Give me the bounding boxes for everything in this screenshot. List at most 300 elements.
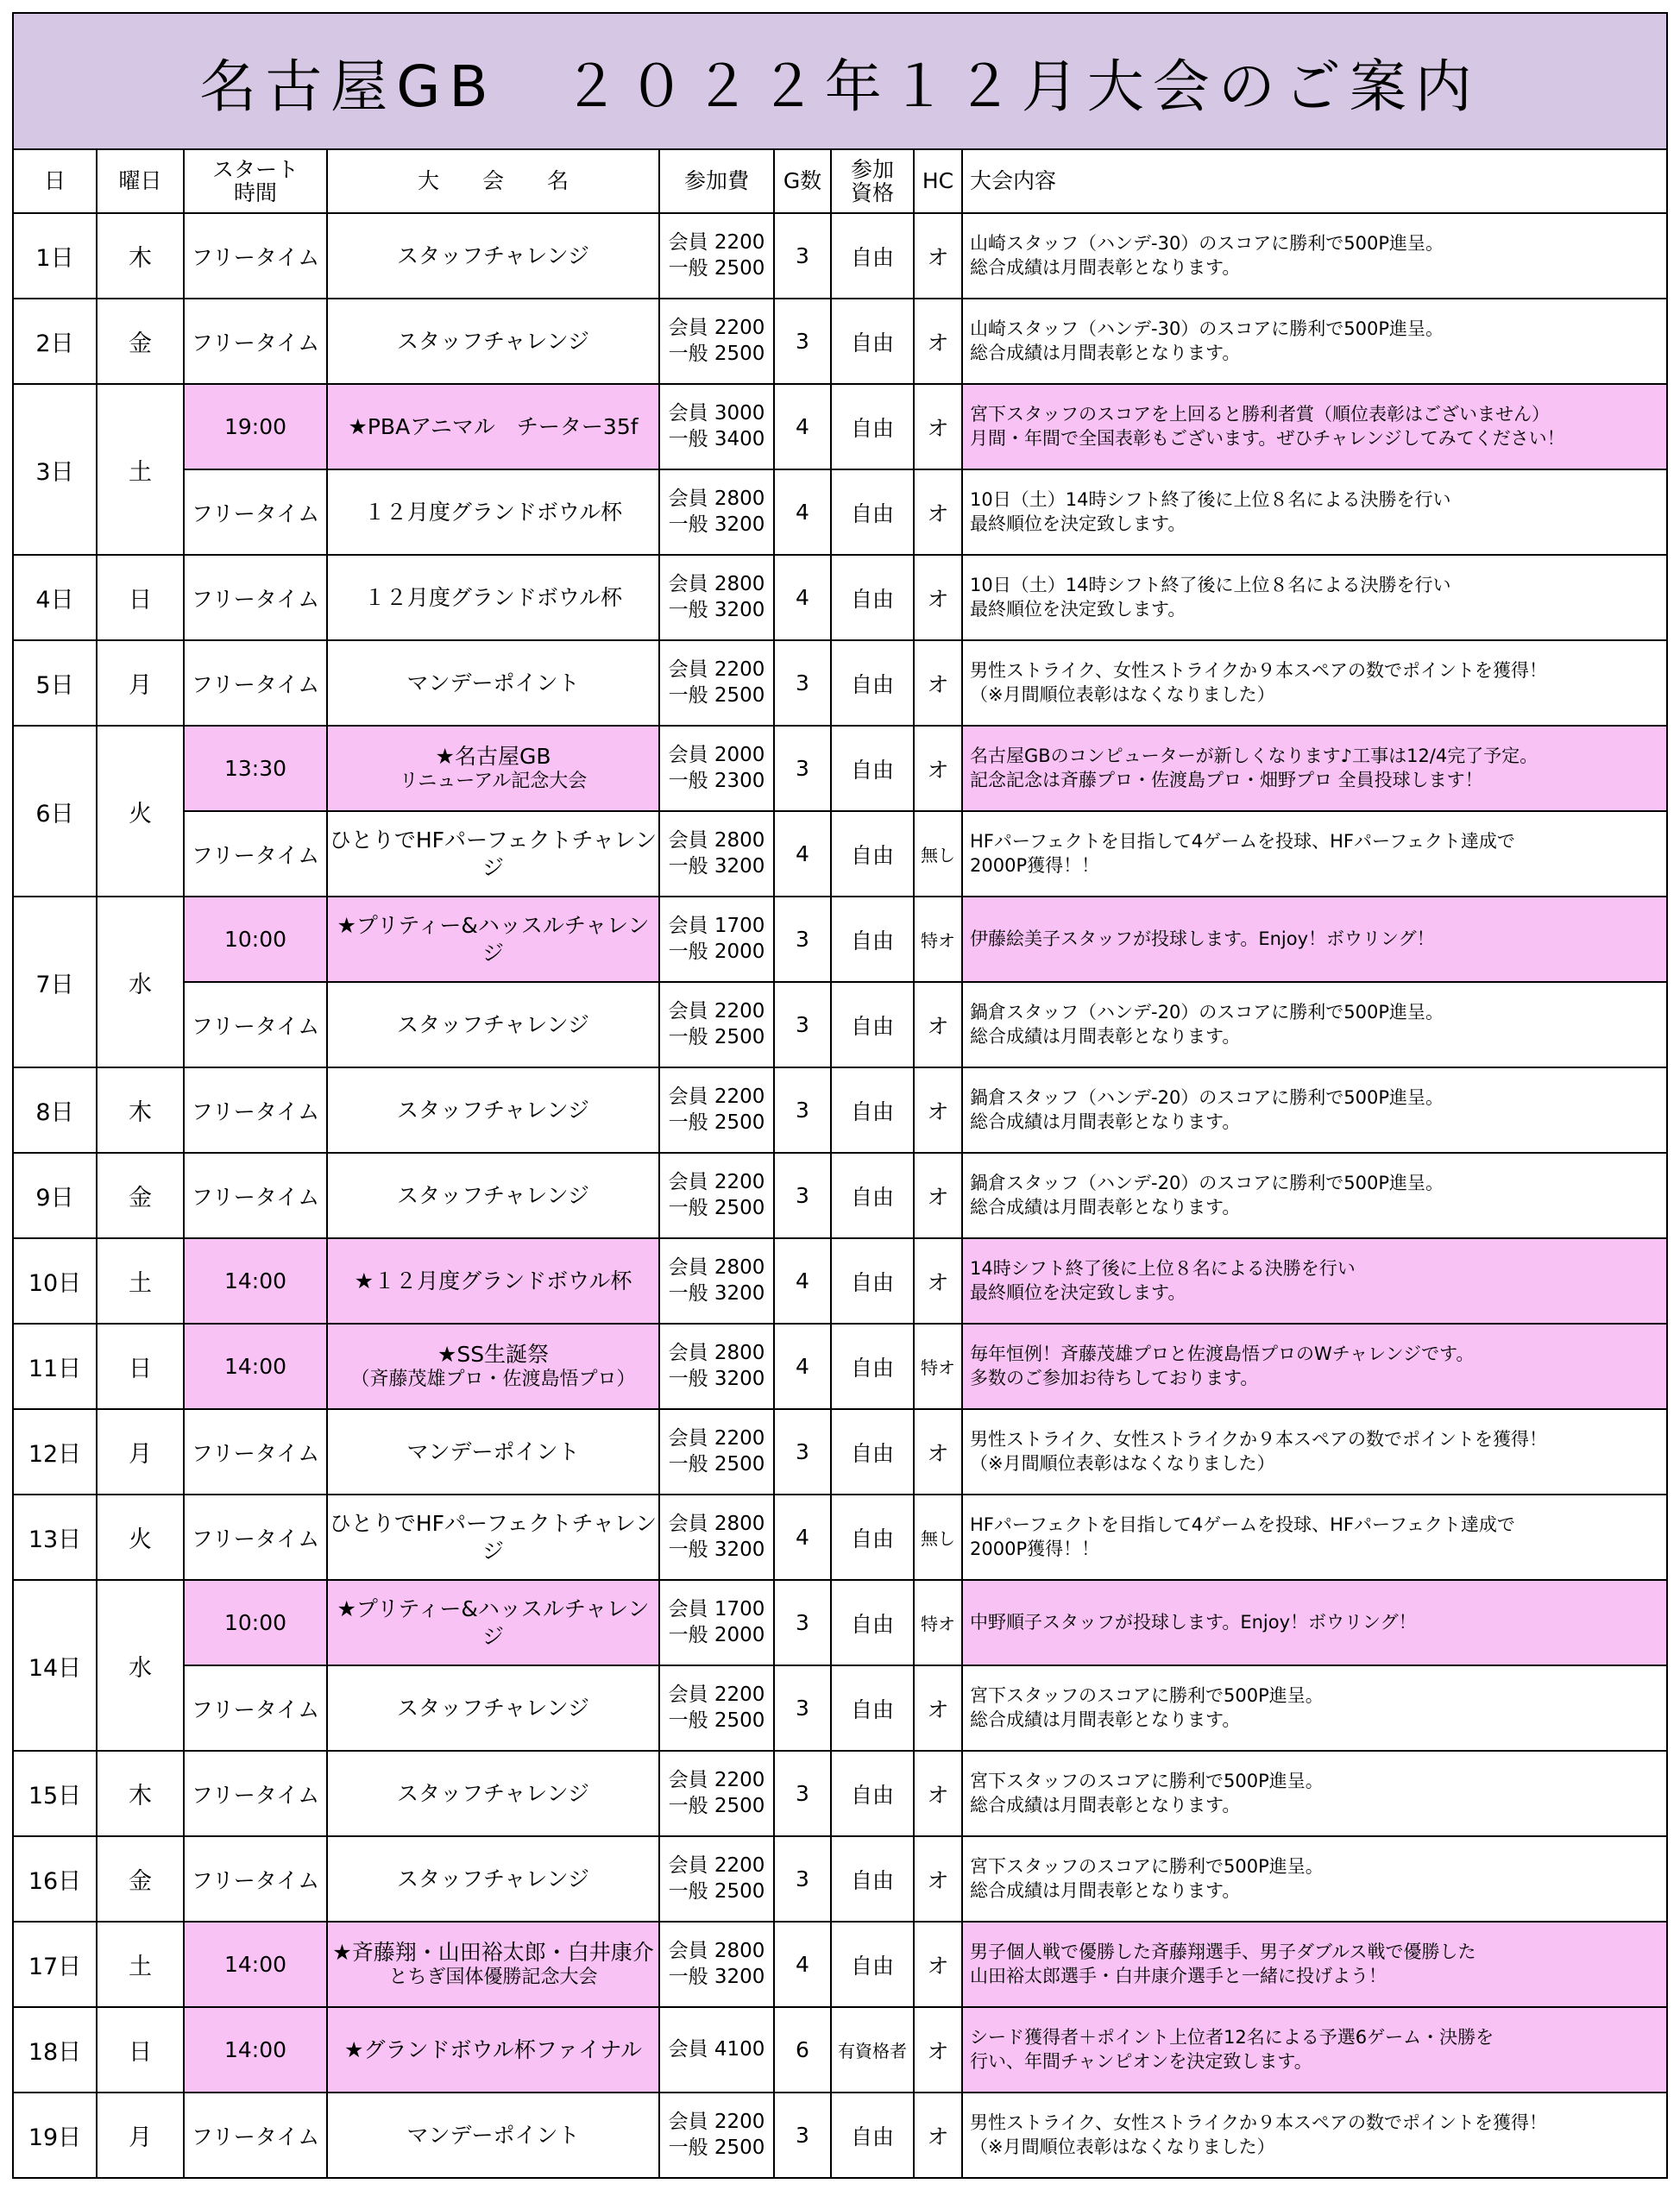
content-cell — [962, 1665, 1666, 1751]
content-line: 10日（土）14時シフト終了後に上位８名による決勝を行い — [970, 488, 1451, 510]
qualification-cell: 自由 — [831, 1409, 914, 1495]
fee-cell — [659, 555, 774, 640]
content-line: 最終順位を決定致します。 — [970, 1281, 1186, 1303]
weekday-cell: 水 — [97, 1580, 184, 1751]
qualification-cell: 自由 — [831, 213, 914, 299]
fee-line: 会員 2800 — [668, 572, 765, 595]
content-line: 鍋倉スタッフ（ハンデ-20）のスコアに勝利で500P進呈。 — [970, 1172, 1444, 1193]
header-qual-line1: 参加 — [850, 156, 894, 182]
header-qual-line2: 資格 — [850, 180, 894, 205]
fee-line: 一般 3200 — [668, 598, 765, 621]
games-cell: 3 — [774, 1836, 831, 1922]
table-row — [14, 1409, 1666, 1495]
content-line: HFパーフェクトを目指して4ゲームを投球、HFパーフェクト達成で — [970, 1514, 1515, 1535]
event-name-cell — [327, 1751, 659, 1836]
fee-line: 一般 2500 — [668, 1025, 765, 1048]
games-cell: 3 — [774, 213, 831, 299]
weekday-cell: 土 — [97, 384, 184, 555]
event-name-line: ★名古屋GB — [435, 744, 551, 770]
games-cell: 4 — [774, 1922, 831, 2007]
content-line: （※月間順位表彰はなくなりました） — [970, 683, 1275, 705]
fee-line: 一般 3200 — [668, 1538, 765, 1561]
content-line: 男性ストライク、女性ストライクか９本スペアの数でポイントを獲得！ — [970, 2111, 1548, 2133]
hc-cell: オ — [914, 1665, 962, 1751]
content-line: 記念記念は斉藤プロ・佐渡島プロ・畑野プロ 全員投球します！ — [970, 769, 1483, 790]
event-name-line: スタッフチャレンジ — [396, 1011, 589, 1037]
content-cell — [962, 1751, 1666, 1836]
start-time-cell: 14:00 — [184, 1922, 327, 2007]
content-cell — [962, 2007, 1666, 2093]
hc-cell: オ — [914, 1409, 962, 1495]
table-row — [14, 469, 1666, 555]
hc-cell: オ — [914, 1836, 962, 1922]
qualification-cell: 自由 — [831, 1580, 914, 1665]
fee-line: 会員 2800 — [668, 1512, 765, 1535]
header-content: 大会内容 — [962, 150, 1666, 213]
content-line: 2000P獲得！！ — [970, 854, 1100, 876]
games-cell: 4 — [774, 811, 831, 897]
content-line: 総合成績は月間表彰となります。 — [970, 1111, 1241, 1132]
table-row — [14, 1495, 1666, 1580]
fee-cell — [659, 1067, 774, 1153]
content-line: 男性ストライク、女性ストライクか９本スペアの数でポイントを獲得！ — [970, 1428, 1548, 1450]
content-cell — [962, 897, 1666, 982]
schedule-table — [14, 150, 1666, 2177]
event-name-cell — [327, 1580, 659, 1665]
content-line: 男子個人戦で優勝した斉藤翔選手、男子ダブルス戦で優勝した — [970, 1941, 1476, 1962]
event-name-line: １２月度グランドボウル杯 — [363, 499, 623, 525]
header-start-line2: 時間 — [233, 180, 277, 205]
fee-cell — [659, 1580, 774, 1665]
header-start-line1: スタート — [211, 156, 299, 182]
weekday-cell: 月 — [97, 2093, 184, 2177]
weekday-cell: 木 — [97, 1751, 184, 1836]
weekday-cell: 日 — [97, 2007, 184, 2093]
start-time-cell: フリータイム — [184, 1153, 327, 1238]
weekday-cell: 日 — [97, 1324, 184, 1409]
fee-line: 一般 2500 — [668, 342, 765, 365]
day-cell: 15日 — [14, 1751, 97, 1836]
table-row — [14, 640, 1666, 726]
event-name-cell — [327, 1665, 659, 1751]
fee-line: 一般 2000 — [668, 940, 765, 963]
qualification-cell: 有資格者 — [831, 2007, 914, 2093]
event-name-line: スタッフチャレンジ — [396, 1182, 589, 1208]
event-name-line: １２月度グランドボウル杯 — [363, 584, 623, 610]
day-cell: 14日 — [14, 1580, 97, 1751]
qualification-cell: 自由 — [831, 1324, 914, 1409]
content-cell — [962, 1409, 1666, 1495]
games-cell: 4 — [774, 384, 831, 469]
content-line: 2000P獲得！！ — [970, 1538, 1100, 1559]
qualification-cell: 自由 — [831, 1495, 914, 1580]
event-name-line: マンデーポイント — [406, 2122, 580, 2148]
event-name-line: ★SS生誕祭 — [437, 1342, 550, 1368]
fee-line: 会員 2200 — [668, 316, 765, 339]
content-line: 総合成績は月間表彰となります。 — [970, 1196, 1241, 1218]
content-line: 総合成績は月間表彰となります。 — [970, 342, 1241, 363]
event-name-cell — [327, 2007, 659, 2093]
event-name-line: ★プリティー&ハッスルチャレンジ — [337, 1596, 650, 1649]
content-cell — [962, 1580, 1666, 1665]
content-line: 名古屋GBのコンピューターが新しくなります♪工事は12/4完了予定。 — [970, 745, 1538, 766]
event-name-cell — [327, 1922, 659, 2007]
fee-line: 一般 3200 — [668, 513, 765, 536]
event-name-line: リニューアル記念大会 — [399, 771, 588, 793]
content-line: 山田裕太郎選手・白井康介選手と一緒に投げよう！ — [970, 1965, 1387, 1986]
games-cell: 3 — [774, 897, 831, 982]
event-name-cell — [327, 384, 659, 469]
start-time-cell: フリータイム — [184, 982, 327, 1067]
weekday-cell: 木 — [97, 213, 184, 299]
table-row — [14, 2093, 1666, 2177]
table-row — [14, 1751, 1666, 1836]
event-name-line: スタッフチャレンジ — [396, 1866, 589, 1891]
event-name-line: ★PBAアニマル チーター35f — [348, 413, 639, 439]
content-line: 10日（土）14時シフト終了後に上位８名による決勝を行い — [970, 574, 1451, 595]
header-day: 日 — [14, 150, 97, 213]
fee-line: 会員 2800 — [668, 1939, 765, 1962]
event-name-cell — [327, 640, 659, 726]
games-cell: 4 — [774, 469, 831, 555]
fee-line: 一般 2500 — [668, 256, 765, 280]
fee-line: 一般 3200 — [668, 1367, 765, 1390]
hc-cell: オ — [914, 2093, 962, 2177]
fee-cell — [659, 982, 774, 1067]
hc-cell: オ — [914, 469, 962, 555]
table-row — [14, 982, 1666, 1067]
games-cell: 3 — [774, 640, 831, 726]
fee-line: 会員 2200 — [668, 1683, 765, 1706]
fee-cell — [659, 811, 774, 897]
qualification-cell: 自由 — [831, 1836, 914, 1922]
content-line: 行い、年間チャンピオンを決定致します。 — [970, 2050, 1312, 2072]
content-line: （※月間順位表彰はなくなりました） — [970, 2136, 1275, 2157]
qualification-cell: 自由 — [831, 640, 914, 726]
fee-cell — [659, 1751, 774, 1836]
day-cell: 6日 — [14, 726, 97, 897]
fee-cell — [659, 1836, 774, 1922]
event-name-cell — [327, 299, 659, 384]
event-name-cell — [327, 811, 659, 897]
content-cell — [962, 555, 1666, 640]
fee-line: 会員 2000 — [668, 743, 765, 766]
fee-cell — [659, 1409, 774, 1495]
schedule-body — [14, 213, 1666, 2177]
event-name-cell — [327, 555, 659, 640]
table-row — [14, 2007, 1666, 2093]
event-name-line: とちぎ国体優勝記念大会 — [388, 1967, 598, 1989]
table-row — [14, 1153, 1666, 1238]
day-cell: 19日 — [14, 2093, 97, 2177]
event-name-line: マンデーポイント — [406, 670, 580, 695]
content-line: 多数のご参加お待ちしております。 — [970, 1367, 1259, 1388]
table-row — [14, 1067, 1666, 1153]
title-banner — [14, 14, 1666, 150]
start-time-cell: フリータイム — [184, 1067, 327, 1153]
day-cell: 13日 — [14, 1495, 97, 1580]
games-cell: 3 — [774, 1067, 831, 1153]
start-time-cell: フリータイム — [184, 1665, 327, 1751]
fee-line: 会員 2200 — [668, 230, 765, 254]
content-cell — [962, 1153, 1666, 1238]
fee-cell — [659, 469, 774, 555]
event-name-cell — [327, 1495, 659, 1580]
content-cell — [962, 811, 1666, 897]
table-row — [14, 384, 1666, 469]
games-cell: 4 — [774, 1495, 831, 1580]
start-time-cell: 13:30 — [184, 726, 327, 811]
event-name-line: ★斉藤翔・山田裕太郎・白井康介 — [332, 1940, 654, 1966]
fee-line: 会員 2200 — [668, 1853, 765, 1877]
day-cell: 9日 — [14, 1153, 97, 1238]
table-row — [14, 555, 1666, 640]
games-cell: 6 — [774, 2007, 831, 2093]
event-name-line: スタッフチャレンジ — [396, 1695, 589, 1721]
header-qualification — [831, 150, 914, 213]
fee-cell — [659, 897, 774, 982]
hc-cell: オ — [914, 2007, 962, 2093]
day-cell: 4日 — [14, 555, 97, 640]
header-fee: 参加費 — [659, 150, 774, 213]
hc-cell: オ — [914, 726, 962, 811]
qualification-cell: 自由 — [831, 1238, 914, 1324]
event-name-line: スタッフチャレンジ — [396, 1097, 589, 1123]
event-name-cell — [327, 2093, 659, 2177]
games-cell: 3 — [774, 1751, 831, 1836]
fee-line: 一般 3400 — [668, 427, 765, 450]
hc-cell: オ — [914, 1238, 962, 1324]
content-line: 鍋倉スタッフ（ハンデ-20）のスコアに勝利で500P進呈。 — [970, 1001, 1444, 1023]
fee-line: 一般 2500 — [668, 1196, 765, 1219]
fee-cell — [659, 299, 774, 384]
hc-cell: オ — [914, 1153, 962, 1238]
event-name-line: ★グランドボウル杯ファイナル — [344, 2036, 642, 2062]
content-cell — [962, 1067, 1666, 1153]
fee-line: 一般 3200 — [668, 1281, 765, 1305]
games-cell: 3 — [774, 1665, 831, 1751]
content-line: 伊藤絵美子スタッフが投球します。Enjoy！ボウリング！ — [970, 928, 1435, 949]
start-time-cell: フリータイム — [184, 1409, 327, 1495]
fee-line: 会員 2200 — [668, 1085, 765, 1108]
games-cell: 3 — [774, 1153, 831, 1238]
weekday-cell: 火 — [97, 726, 184, 897]
qualification-cell: 自由 — [831, 469, 914, 555]
content-line: 総合成績は月間表彰となります。 — [970, 256, 1241, 278]
hc-cell: オ — [914, 213, 962, 299]
qualification-cell: 自由 — [831, 982, 914, 1067]
fee-line: 一般 2500 — [668, 1794, 765, 1817]
content-cell — [962, 384, 1666, 469]
hc-cell: オ — [914, 299, 962, 384]
qualification-cell: 自由 — [831, 1922, 914, 2007]
day-cell: 2日 — [14, 299, 97, 384]
day-cell: 5日 — [14, 640, 97, 726]
fee-cell — [659, 1238, 774, 1324]
event-name-cell — [327, 726, 659, 811]
hc-cell: オ — [914, 640, 962, 726]
content-line: 月間・年間で全国表彰もございます。ぜひチャレンジしてみてください！ — [970, 427, 1565, 449]
games-cell: 3 — [774, 726, 831, 811]
games-cell: 4 — [774, 1238, 831, 1324]
fee-cell — [659, 726, 774, 811]
games-cell: 3 — [774, 1409, 831, 1495]
weekday-cell: 火 — [97, 1495, 184, 1580]
content-line: 総合成績は月間表彰となります。 — [970, 1879, 1241, 1901]
games-cell: 4 — [774, 1324, 831, 1409]
fee-line: 一般 2500 — [668, 1452, 765, 1476]
fee-cell — [659, 2007, 774, 2093]
fee-line: 会員 2800 — [668, 1256, 765, 1279]
content-line: 鍋倉スタッフ（ハンデ-20）のスコアに勝利で500P進呈。 — [970, 1086, 1444, 1108]
event-name-cell — [327, 982, 659, 1067]
games-cell: 3 — [774, 2093, 831, 2177]
fee-line: 会員 2800 — [668, 1341, 765, 1364]
start-time-cell: フリータイム — [184, 1751, 327, 1836]
day-cell: 7日 — [14, 897, 97, 1067]
fee-line: 会員 2800 — [668, 828, 765, 852]
table-row — [14, 1922, 1666, 2007]
event-name-line: （斉藤茂雄プロ・佐渡島悟プロ） — [350, 1369, 636, 1391]
games-cell: 3 — [774, 1580, 831, 1665]
fee-cell — [659, 1922, 774, 2007]
qualification-cell: 自由 — [831, 1665, 914, 1751]
qualification-cell: 自由 — [831, 384, 914, 469]
fee-line: 会員 4100 — [668, 2037, 765, 2061]
fee-line: 会員 2200 — [668, 999, 765, 1023]
content-line: 宮下スタッフのスコアを上回ると勝利者賞（順位表彰はございません） — [970, 403, 1550, 425]
event-name-cell — [327, 1836, 659, 1922]
header-start-time — [184, 150, 327, 213]
table-row — [14, 1836, 1666, 1922]
qualification-cell: 自由 — [831, 299, 914, 384]
content-cell — [962, 213, 1666, 299]
content-cell — [962, 1922, 1666, 2007]
event-name-line: スタッフチャレンジ — [396, 1780, 589, 1806]
content-line: 男性ストライク、女性ストライクか９本スペアの数でポイントを獲得！ — [970, 659, 1548, 681]
content-cell — [962, 1495, 1666, 1580]
qualification-cell: 自由 — [831, 1153, 914, 1238]
start-time-cell: フリータイム — [184, 1495, 327, 1580]
content-line: 宮下スタッフのスコアに勝利で500P進呈。 — [970, 1684, 1324, 1706]
start-time-cell: フリータイム — [184, 1836, 327, 1922]
header-event-name: 大 会 名 — [327, 150, 659, 213]
hc-cell: 特オ — [914, 1324, 962, 1409]
content-cell — [962, 1836, 1666, 1922]
weekday-cell: 土 — [97, 1922, 184, 2007]
content-cell — [962, 2093, 1666, 2177]
fee-cell — [659, 1495, 774, 1580]
fee-line: 一般 2000 — [668, 1623, 765, 1646]
event-name-line: マンデーポイント — [406, 1438, 580, 1464]
event-name-cell — [327, 897, 659, 982]
content-line: 総合成績は月間表彰となります。 — [970, 1709, 1241, 1730]
table-row — [14, 213, 1666, 299]
fee-line: 会員 2800 — [668, 487, 765, 510]
qualification-cell: 自由 — [831, 811, 914, 897]
header-row — [14, 150, 1666, 213]
qualification-cell: 自由 — [831, 897, 914, 982]
start-time-cell: 10:00 — [184, 1580, 327, 1665]
event-name-line: ひとりでHFパーフェクトチャレンジ — [329, 1511, 658, 1564]
table-row — [14, 1238, 1666, 1324]
table-row — [14, 726, 1666, 811]
start-time-cell: フリータイム — [184, 469, 327, 555]
fee-line: 一般 2500 — [668, 1111, 765, 1134]
event-name-line: スタッフチャレンジ — [396, 328, 589, 354]
fee-line: 会員 2200 — [668, 658, 765, 681]
content-cell — [962, 299, 1666, 384]
weekday-cell: 月 — [97, 1409, 184, 1495]
day-cell: 11日 — [14, 1324, 97, 1409]
qualification-cell: 自由 — [831, 2093, 914, 2177]
fee-line: 会員 1700 — [668, 1597, 765, 1621]
hc-cell: 特オ — [914, 1580, 962, 1665]
day-cell: 1日 — [14, 213, 97, 299]
event-name-cell — [327, 1153, 659, 1238]
fee-cell — [659, 1153, 774, 1238]
weekday-cell: 月 — [97, 640, 184, 726]
event-name-cell — [327, 1238, 659, 1324]
content-line: 総合成績は月間表彰となります。 — [970, 1025, 1241, 1047]
hc-cell: オ — [914, 1922, 962, 2007]
content-cell — [962, 469, 1666, 555]
header-weekday: 曜日 — [97, 150, 184, 213]
table-row — [14, 811, 1666, 897]
content-line: 山崎スタッフ（ハンデ-30）のスコアに勝利で500P進呈。 — [970, 232, 1444, 254]
event-name-cell — [327, 1067, 659, 1153]
table-row — [14, 299, 1666, 384]
event-name-cell — [327, 469, 659, 555]
fee-cell — [659, 213, 774, 299]
start-time-cell: フリータイム — [184, 811, 327, 897]
weekday-cell: 金 — [97, 1836, 184, 1922]
event-name-cell — [327, 213, 659, 299]
table-row — [14, 1665, 1666, 1751]
qualification-cell: 自由 — [831, 1751, 914, 1836]
content-cell — [962, 1238, 1666, 1324]
start-time-cell: 14:00 — [184, 1238, 327, 1324]
event-name-line: ★１２月度グランドボウル杯 — [354, 1268, 632, 1293]
weekday-cell: 水 — [97, 897, 184, 1067]
content-cell — [962, 1324, 1666, 1409]
fee-line: 会員 3000 — [668, 401, 765, 425]
day-cell: 8日 — [14, 1067, 97, 1153]
weekday-cell: 金 — [97, 299, 184, 384]
hc-cell: オ — [914, 555, 962, 640]
fee-cell — [659, 1324, 774, 1409]
day-cell: 10日 — [14, 1238, 97, 1324]
fee-cell — [659, 1665, 774, 1751]
content-line: 最終順位を決定致します。 — [970, 513, 1186, 534]
fee-line: 会員 2200 — [668, 1426, 765, 1450]
header-games: G数 — [774, 150, 831, 213]
day-cell: 18日 — [14, 2007, 97, 2093]
hc-cell: 無し — [914, 1495, 962, 1580]
content-line: HFパーフェクトを目指して4ゲームを投球、HFパーフェクト達成で — [970, 830, 1515, 852]
content-line: 総合成績は月間表彰となります。 — [970, 1794, 1241, 1816]
weekday-cell: 日 — [97, 555, 184, 640]
content-cell — [962, 726, 1666, 811]
fee-line: 一般 2500 — [668, 683, 765, 707]
fee-line: 会員 2200 — [668, 1170, 765, 1193]
content-cell — [962, 640, 1666, 726]
hc-cell: オ — [914, 1067, 962, 1153]
hc-cell: オ — [914, 982, 962, 1067]
fee-line: 会員 1700 — [668, 914, 765, 937]
hc-cell: オ — [914, 1751, 962, 1836]
start-time-cell: 14:00 — [184, 2007, 327, 2093]
